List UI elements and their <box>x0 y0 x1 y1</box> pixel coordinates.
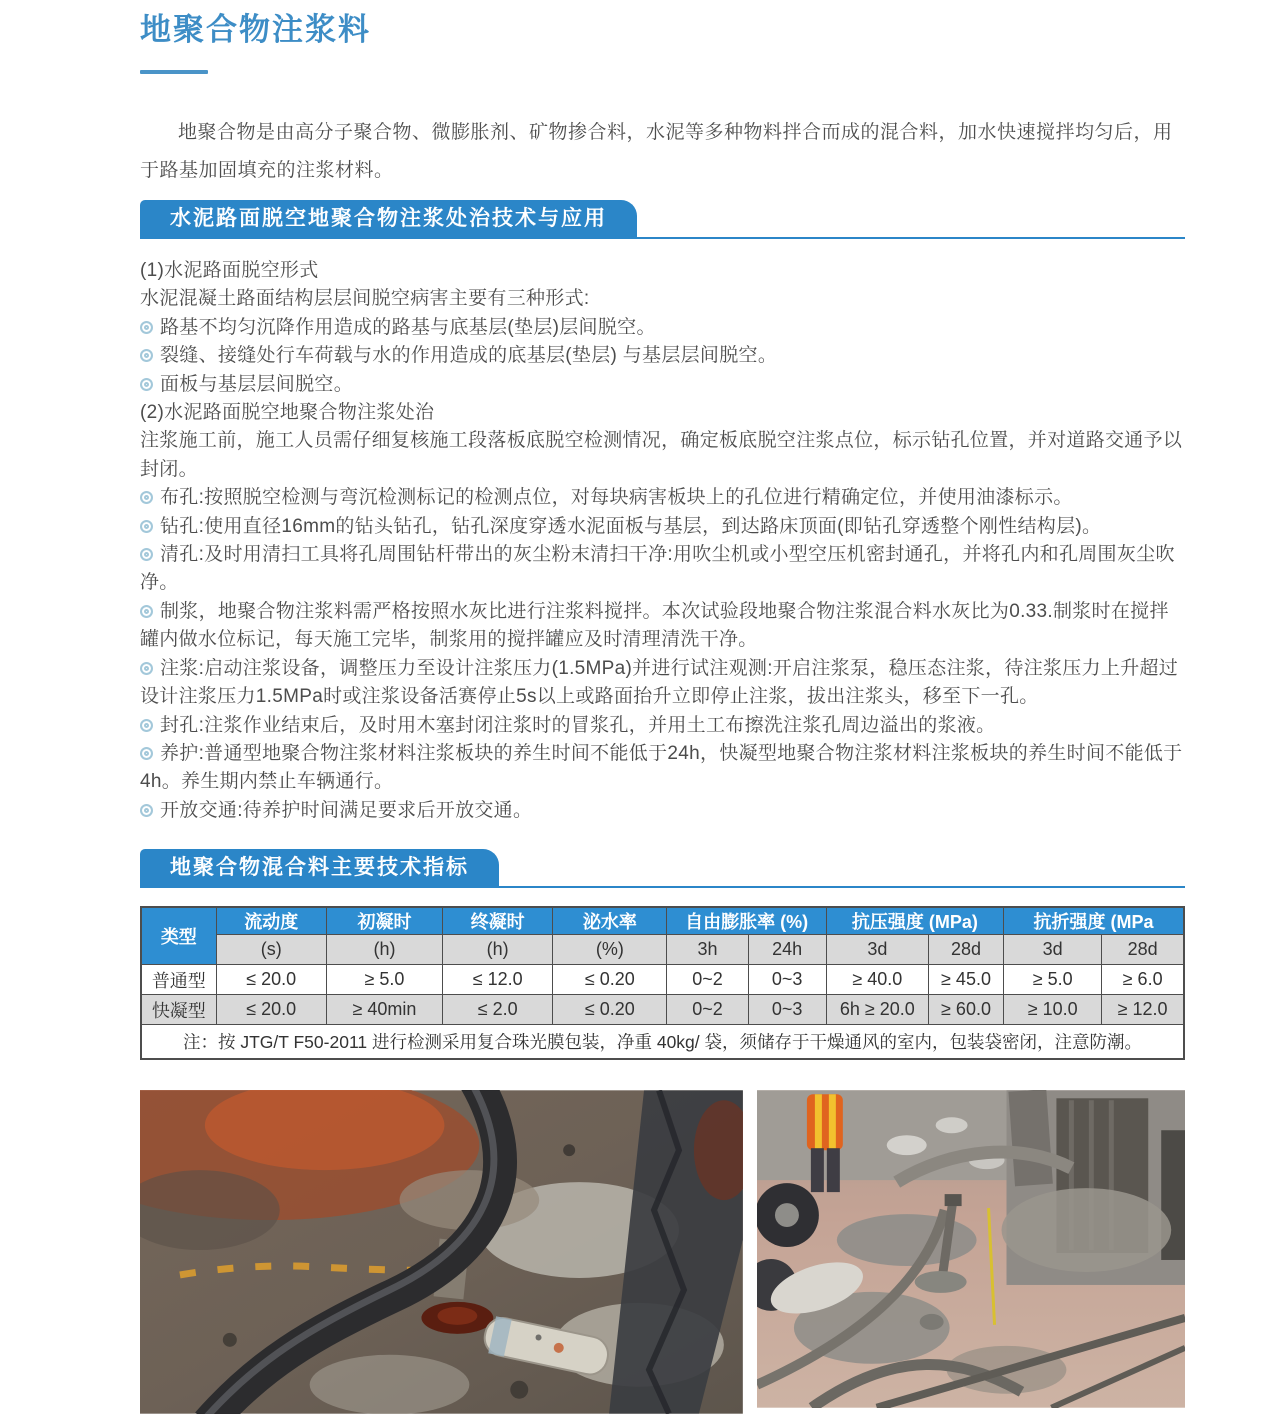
body-line <box>140 655 1185 712</box>
ring-bullet-icon <box>140 804 153 817</box>
section-banner-1-title: 水泥路面脱空地聚合物注浆处治技术与应用 <box>140 200 637 237</box>
ring-bullet-icon <box>140 662 153 675</box>
ring-bullet-icon <box>140 491 153 504</box>
body-line-text: 水泥混凝土路面结构层层间脱空病害主要有三种形式: <box>140 288 590 310</box>
body-line <box>140 712 1185 740</box>
ring-bullet-icon <box>140 747 153 760</box>
table-row <box>141 965 1184 995</box>
section-1-body <box>140 257 1185 825</box>
table-note-row <box>141 1025 1184 1059</box>
header-cell: 终凝时 <box>443 907 553 935</box>
body-line-text: 养护:普通型地聚合物注浆材料注浆板块的养生时间不能低于24h，快凝型地聚合物注浆材料注浆板块的养生时间不能低于4h。养生期内禁止车辆通行。 <box>140 742 1183 793</box>
body-line <box>140 598 1185 655</box>
unit-cell: (s) <box>216 935 326 965</box>
data-cell: ≥ 5.0 <box>326 965 442 995</box>
header-cell-type: 类型 <box>141 907 216 965</box>
body-line-text: 制浆，地聚合物注浆料需严格按照水灰比进行注浆料搅拌。本次试验段地聚合物注浆混合料水灰比为0.33.制浆时在搅拌罐内做水位标记，每天施工完毕，制浆用的搅拌罐应及时清理清洗干净。 <box>140 600 1169 651</box>
data-cell: 6h ≥ 20.0 <box>826 995 928 1025</box>
data-cell: ≥ 60.0 <box>928 995 1003 1025</box>
wet-cement-patch <box>1001 1188 1171 1272</box>
body-line <box>140 427 1185 484</box>
spec-table <box>140 906 1185 1060</box>
data-cell: ≤ 20.0 <box>216 995 326 1025</box>
data-cell: ≥ 45.0 <box>928 965 1003 995</box>
unit-cell: 3h <box>667 935 748 965</box>
body-line <box>140 541 1185 598</box>
unit-cell: 3d <box>1004 935 1102 965</box>
body-line-text: (2)水泥路面脱空地聚合物注浆处治 <box>140 402 435 424</box>
data-cell: 普通型 <box>141 965 216 995</box>
table-row <box>141 995 1184 1025</box>
body-line-text: 路基不均匀沉降作用造成的路基与底基层(垫层)层间脱空。 <box>160 316 656 338</box>
unit-cell: (%) <box>553 935 667 965</box>
body-line-text: 注浆:启动注浆设备，调整压力至设计注浆压力(1.5MPa)并进行试注观测:开启注浆泵，稳压态注浆，待注浆压力上升超过设计注浆压力1.5MPa时或注浆设备活赛停止5s以上或路面抬升立即停止注浆，拔出注浆头，移至下一孔。 <box>140 657 1179 708</box>
data-cell: 0~3 <box>748 995 826 1025</box>
ring-bullet-icon <box>140 605 153 618</box>
data-cell: ≥ 5.0 <box>1004 965 1102 995</box>
body-line-text: (1)水泥路面脱空形式 <box>140 260 319 281</box>
header-cell: 泌水率 <box>553 907 667 935</box>
ring-bullet-icon <box>140 349 153 362</box>
body-line <box>140 797 1185 825</box>
data-cell: ≤ 20.0 <box>216 965 326 995</box>
body-line-text: 钻孔:使用直径16mm的钻头钻孔，钻孔深度穿透水泥面板与基层，到达路床顶面(即钻孔穿透整个刚性结构层)。 <box>160 515 1102 537</box>
header-cell: 抗压强度 (MPa) <box>826 907 1003 935</box>
body-line <box>140 314 1185 342</box>
photo-construction-site <box>757 1090 1185 1408</box>
table-note: 注：按 JTG/T F50-2011 进行检测采用复合珠光膜包装，净重 40kg/ 袋，须储存于干燥通风的室内，包装袋密闭，注意防潮。 <box>141 1025 1184 1059</box>
data-cell: ≥ 12.0 <box>1102 995 1184 1025</box>
data-cell: 快凝型 <box>141 995 216 1025</box>
unit-cell: 24h <box>748 935 826 965</box>
body-line <box>140 257 1185 285</box>
body-line-text: 面板与基层层间脱空。 <box>160 373 354 395</box>
photo-grouting-hole <box>140 1090 743 1414</box>
unit-cell: 3d <box>826 935 928 965</box>
unit-cell: (h) <box>443 935 553 965</box>
body-line <box>140 513 1185 541</box>
data-cell: 0~2 <box>667 995 748 1025</box>
body-line <box>140 342 1185 370</box>
unit-cell: (h) <box>326 935 442 965</box>
body-line <box>140 285 1185 313</box>
header-cell: 流动度 <box>216 907 326 935</box>
body-line <box>140 399 1185 427</box>
body-line-text: 封孔:注浆作业结束后，及时用木塞封闭注浆时的冒浆孔，并用土工布擦洗注浆孔周边溢出的浆液。 <box>160 714 996 736</box>
data-cell: ≥ 10.0 <box>1004 995 1102 1025</box>
page <box>0 10 1280 1382</box>
data-cell: ≥ 40.0 <box>826 965 928 995</box>
safety-vest <box>807 1094 843 1150</box>
body-line <box>140 740 1185 797</box>
table-header-row-1 <box>141 907 1184 935</box>
intro-paragraph: 地聚合物是由高分子聚合物、微膨胀剂、矿物掺合料，水泥等多种物料拌合而成的混合料，加水快速搅拌均匀后，用于路基加固填充的注浆材料。 <box>140 122 1173 181</box>
page-title: 地聚合物注浆料 <box>140 12 371 47</box>
data-cell: ≤ 12.0 <box>443 965 553 995</box>
ring-bullet-icon <box>140 520 153 533</box>
data-cell: ≥ 40min <box>326 995 442 1025</box>
data-cell: ≥ 6.0 <box>1102 965 1184 995</box>
concrete-column <box>1008 1090 1052 1186</box>
body-line-text: 注浆施工前，施工人员需仔细复核施工段落板底脱空检测情况，确定板底脱空注浆点位，标示钻孔位置，并对道路交通予以封闭。 <box>140 430 1183 480</box>
header-cell: 初凝时 <box>326 907 442 935</box>
data-cell: ≤ 0.20 <box>553 965 667 995</box>
title-underline-dash <box>140 70 208 74</box>
section-banner-1 <box>140 200 1185 239</box>
data-cell: ≤ 2.0 <box>443 995 553 1025</box>
table-header-row-2 <box>141 935 1184 965</box>
photo-gallery <box>140 1090 1185 1414</box>
body-line-text: 裂缝、接缝处行车荷载与水的作用造成的底基层(垫层) 与基层层间脱空。 <box>160 345 778 367</box>
data-cell: 0~3 <box>748 965 826 995</box>
unit-cell: 28d <box>928 935 1003 965</box>
header-cell: 抗折强度 (MPa <box>1004 907 1184 935</box>
body-line <box>140 371 1185 399</box>
ring-bullet-icon <box>140 378 153 391</box>
body-line-text: 清孔:及时用清扫工具将孔周围钻杆带出的灰尘粉末清扫干净:用吹尘机或小型空压机密封通孔，并将孔内和孔周围灰尘吹净。 <box>140 544 1175 594</box>
data-cell: ≤ 0.20 <box>553 995 667 1025</box>
section-banner-2 <box>140 849 1185 888</box>
ring-bullet-icon <box>140 719 153 732</box>
body-line <box>140 484 1185 512</box>
ring-bullet-icon <box>140 321 153 334</box>
section-banner-2-title: 地聚合物混合料主要技术指标 <box>140 849 499 886</box>
header-cell: 自由膨胀率 (%) <box>667 907 826 935</box>
ring-bullet-icon <box>140 548 153 561</box>
body-line-text: 布孔:按照脱空检测与弯沉检测标记的检测点位，对每块病害板块上的孔位进行精确定位，并使用油漆标示。 <box>160 487 1073 509</box>
body-line-text: 开放交通:待养护时间满足要求后开放交通。 <box>160 799 533 821</box>
data-cell: 0~2 <box>667 965 748 995</box>
unit-cell: 28d <box>1102 935 1184 965</box>
